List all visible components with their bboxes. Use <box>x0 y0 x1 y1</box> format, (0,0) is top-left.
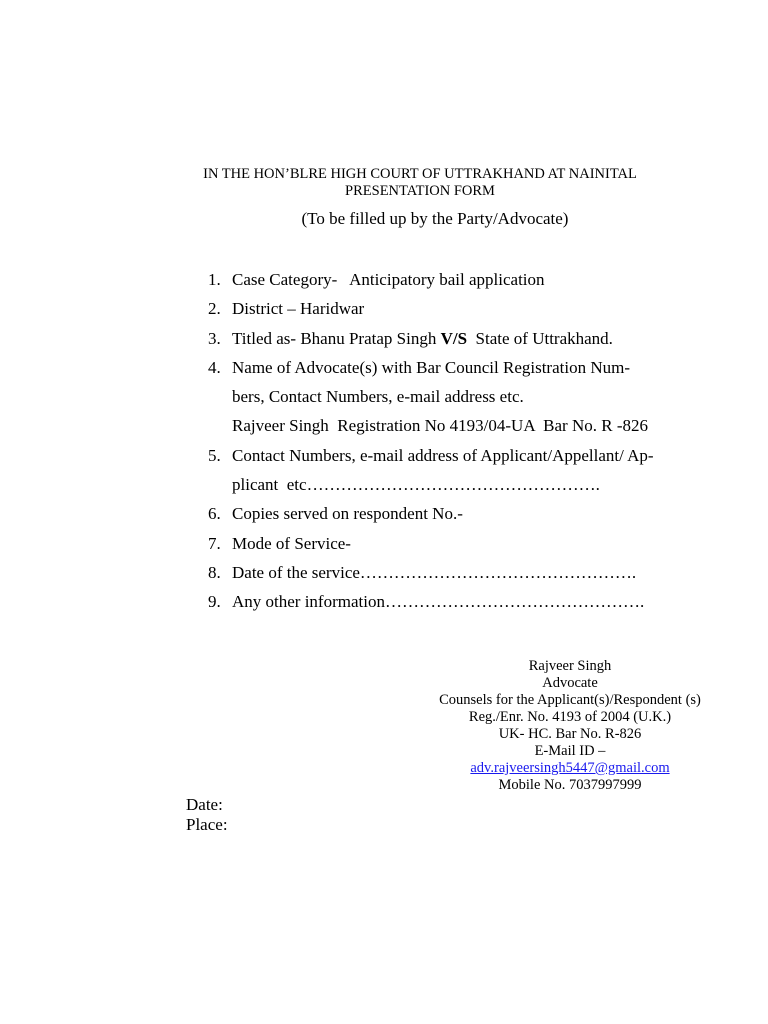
item-text: plicant etc……………………………………………. <box>232 475 600 495</box>
list-item-copies-served <box>0 499 692 528</box>
list-item-date-of-service <box>0 558 692 587</box>
item-text: Name of Advocate(s) with Bar Council Registration Num- <box>232 357 630 377</box>
versus-label: V/S <box>440 328 468 348</box>
registration-number: Reg./Enr. No. 4193 of 2004 (U.K.) <box>468 709 672 725</box>
item-number: 2. <box>208 299 221 319</box>
item-number: 5. <box>208 445 221 465</box>
bar-number: UK- HC. Bar No. R-826 <box>498 726 642 742</box>
list-item-district <box>0 294 692 323</box>
item-text: Copies served on respondent No.- <box>232 504 463 524</box>
item-text: bers, Contact Numbers, e-mail address etc. <box>232 387 524 407</box>
item-number: 4. <box>208 357 221 377</box>
email-link[interactable]: adv.rajveersingh5447@gmail.com <box>470 760 670 776</box>
form-title: PRESENTATION FORM <box>345 183 495 199</box>
place-label: Place: <box>186 814 228 834</box>
item-text: Rajveer Singh Registration No 4193/04-UA Bar No. R -826 <box>232 416 648 436</box>
mobile-number: Mobile No. 7037997999 <box>498 777 642 793</box>
list-item-applicant-contact <box>0 441 692 500</box>
item-number: 1. <box>208 270 221 289</box>
item-text-post: State of Uttrakhand. <box>467 328 613 348</box>
item-text-pre: Titled as- Bhanu Pratap Singh <box>232 328 441 348</box>
counsel-role: Counsels for the Applicant(s)/Respondent (s) <box>439 692 701 708</box>
item-text: Mode of Service- <box>232 533 351 553</box>
advocate-designation: Advocate <box>542 675 598 691</box>
list-item-titled-as <box>0 324 692 353</box>
item-text: District – Haridwar <box>232 299 365 319</box>
court-heading: IN THE HON’BLRE HIGH COURT OF UTTRAKHAND AT NAINITAL <box>203 166 637 182</box>
item-number: 8. <box>208 562 221 582</box>
date-label: Date: <box>186 795 223 814</box>
advocate-name: Rajveer Singh <box>528 658 612 674</box>
list-item-case-category <box>0 265 692 294</box>
list-item-other-information <box>0 587 692 616</box>
email-label: E-Mail ID – <box>534 743 606 759</box>
item-text: Date of the service…………………………………………. <box>232 562 637 582</box>
item-number: 6. <box>208 504 221 524</box>
list-item-mode-of-service <box>0 529 692 558</box>
item-number: 7. <box>208 533 221 553</box>
item-number: 3. <box>208 328 221 348</box>
form-subtitle: (To be filled up by the Party/Advocate) <box>301 209 569 228</box>
item-text: Contact Numbers, e-mail address of Applicant/Appellant/ Ap- <box>232 445 654 465</box>
list-item-advocate-details <box>0 353 692 441</box>
date-place-block <box>186 795 228 834</box>
signature-block <box>380 658 760 794</box>
item-number: 9. <box>208 592 221 612</box>
form-items-list <box>0 265 768 617</box>
item-text: Case Category- Anticipatory bail application <box>232 270 545 289</box>
item-text <box>232 324 692 353</box>
item-text: Any other information………………………………………. <box>232 592 645 612</box>
